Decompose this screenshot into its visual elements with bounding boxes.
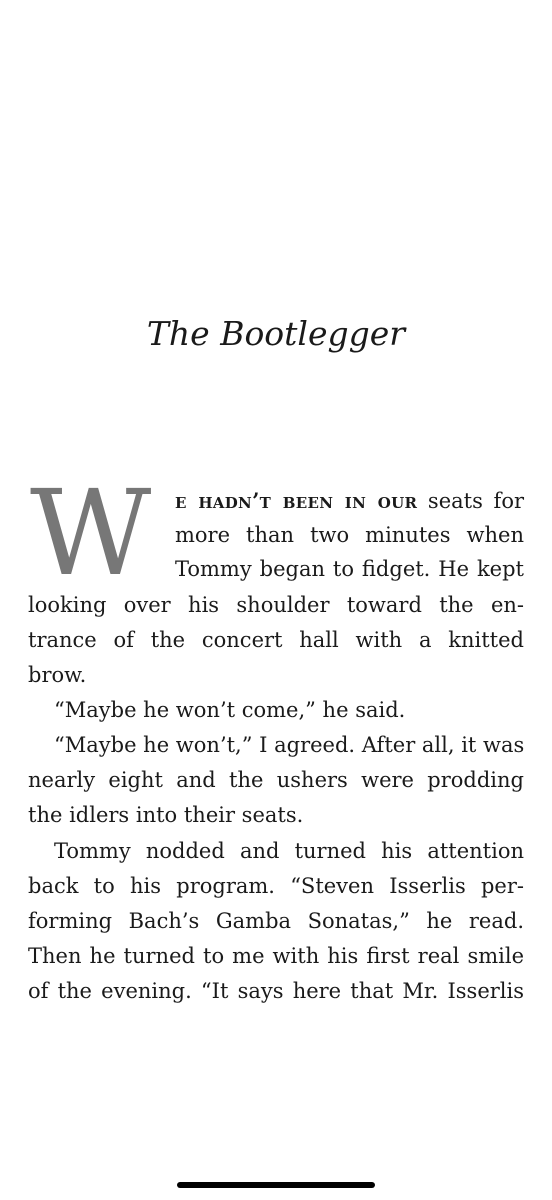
opening-rest: seats for	[417, 489, 525, 513]
opening-small-caps: e hadn’t been in our	[175, 488, 418, 513]
text-line: of the evening. “It says here that Mr. Isserlis	[28, 979, 524, 1003]
text-line: the idlers into their seats.	[28, 803, 304, 827]
chapter-title: The Bootlegger	[146, 314, 406, 353]
home-indicator[interactable]	[177, 1182, 375, 1188]
text-line: looking over his shoulder toward the en-	[28, 593, 524, 617]
text-line: brow.	[28, 663, 87, 687]
text-line: nearly eight and the ushers were prodding	[28, 768, 524, 792]
text-line: back to his program. “Steven Isserlis per-	[28, 874, 524, 898]
text-line: Then he turned to me with his first real smile	[28, 944, 524, 968]
text-line: trance of the concert hall with a knitted	[28, 628, 524, 652]
text-line: “Maybe he won’t,” I agreed. After all, it was	[54, 733, 525, 757]
text-line: “Maybe he won’t come,” he said.	[54, 698, 406, 722]
drop-cap: W	[30, 464, 152, 602]
text-line: Tommy began to fidget. He kept	[175, 557, 524, 581]
text-line: more than two minutes when	[175, 523, 524, 547]
text-line: forming Bach’s Gamba Sonatas,” he read.	[28, 909, 524, 933]
text-line: Tommy nodded and turned his attention	[54, 839, 524, 863]
text-line-opening	[175, 483, 524, 519]
